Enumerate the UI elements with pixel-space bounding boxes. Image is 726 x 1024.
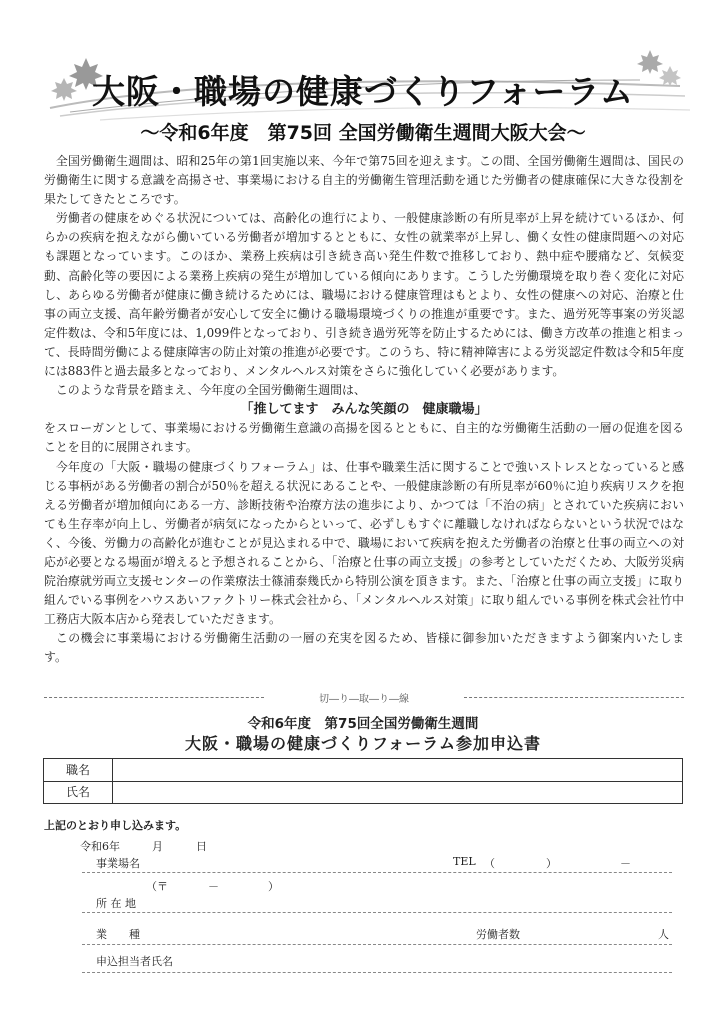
paragraph: 全国労働衛生週間は、昭和25年の第1回実施以来、今年で第75回を迎えます。この間、全国労働衛生週間は、国民の労働衛生に関する意識を高揚させ、事業場における自主的労働衛生管理活動を通じた労働者の健康確保に大きな役割を果たしてきたところです。 [44,154,684,207]
applicant-label: 申込担当者氏名 [96,955,173,968]
postal-dash: － [208,880,219,893]
job-title-label: 職名 [44,759,113,781]
slogan: 「推してます みんな笑顔の 健康職場」 [240,402,488,418]
tel-close-paren: ） [546,857,557,870]
workers-label: 労働者数 [476,928,520,941]
field-underline [82,944,672,945]
table-row [44,781,682,803]
date-era: 令和6年 [80,840,120,853]
name-field[interactable] [113,781,682,803]
tel-dash: － [620,857,631,870]
participant-table [43,758,683,804]
field-underline [82,972,672,973]
workplace-label: 事業場名 [96,857,140,870]
workers-unit: 人 [658,928,669,941]
name-label: 氏名 [44,781,113,803]
industry-label: 業 種 [96,928,140,941]
form-title: 大阪・職場の健康づくりフォーラム参加申込書 [184,734,542,753]
postal-close: ） [268,880,279,893]
workplace-field[interactable] [150,852,440,868]
paragraph: 今年度の「大阪・職場の健康づくりフォーラム」は、仕事や職業生活に関することで強いストレスとなっていると感じる事柄がある労働者の割合が50％を超える状況にあることや、一般健康診断の有所見率が60％に迫り疾病リスクを抱える労働者が増加傾向にある一方、診断技術や治療方法の進歩により、かつては「不治の病」とされていた疾病においても生存率が向上し、労働者が病気になったからといって、必ずしもすぐに離職しなければならないという状況ではなく、今後、労働力の高齢化が進むことが見込まれる中で、職場において疾病を抱えた労働者の治療と仕事の両立への対応が必要となる場面が増えると予想されることから、「治療と仕事の両立支援」の参考としていただくため、大阪労災病院治療就労両立支援センターの作業療法士篠浦泰幾氏から特別公演を頂きます。また、「治療と仕事の両立支援」に取り組んでいる事例をハウスあいファクトリー株式会社から、「メンタルヘルス対策」に取り組んでいる事例を株式会社竹中工務店大阪本店から発表していただきます。 [44,459,684,627]
cut-line-label: 切―り―取―り―線 [319,694,409,705]
industry-field[interactable] [150,923,450,939]
form-heading: 令和6年度 第75回全国労働衛生週間 [247,716,479,732]
field-underline [82,912,672,913]
date-month: 月 [152,840,163,853]
page-title: 大阪・職場の健康づくりフォーラム [91,72,635,111]
apply-statement: 上記のとおり申し込みます。 [44,819,187,832]
workers-field[interactable] [540,923,650,939]
cut-line [44,690,684,704]
tel-label: TEL [453,855,476,868]
postal-open: （〒 [146,880,168,893]
paragraph: この機会に事業場における労働衛生活動の一層の充実を図るため、皆様に御参加いただきますよう御案内いたします。 [44,631,684,665]
paragraph: 労働者の健康をめぐる状況については、高齢化の進行により、一般健康診断の有所見率が上昇を続けているほか、何らかの疾病を抱えながら働いている労働者が増加するとともに、女性の就業率が上昇し、働く女性の健康問題への対応も課題となっています。このほか、業務上疾病は引き続き高い発生件数で推移しており、熱中症や腰痛など、気候変動、高齢化等の要因による業務上疾病の発生が増加している傾向にあります。こうした労働環境を取り巻く変化に対応し、あらゆる労働者が健康に働き続けるためには、職場における健康管理はもとより、女性の健康への対応、治療と仕事の両立支援、高年齢労働者が安心して安全に働ける職場環境づくりの推進が重要です。また、過労死等事案の労災認定件数は、令和5年度には、1,099件となっており、引き続き過労死等を防止するためには、働き方改革の推進と相まって、長時間労働による健康障害の防止対策の推進が必要です。このうち、特に精神障害による労災認定件数は令和5年度には883件と過去最多となっており、メンタルヘルス対策をさらに強化していく必要があります。 [44,211,684,379]
paragraph: このような背景を踏まえ、今年度の全国労働衛生週間は、 [55,383,366,398]
paragraph: をスローガンとして、事業場における労働衛生意識の高揚を図るとともに、自主的な労働衛生活動の一層の促進を図ることを目的に展開されます。 [44,421,684,455]
address-field[interactable] [150,892,670,908]
body-text [44,152,684,668]
address-label: 所 在 地 [96,897,136,910]
date-day: 日 [196,840,207,853]
page-subtitle: ～令和6年度 第75回 全国労働衛生週間大阪大会～ [140,122,586,144]
applicant-field[interactable] [196,950,666,966]
field-underline [82,872,672,873]
tel-open-paren: （ [484,857,495,870]
table-row [44,759,682,782]
job-title-field[interactable] [113,759,682,781]
